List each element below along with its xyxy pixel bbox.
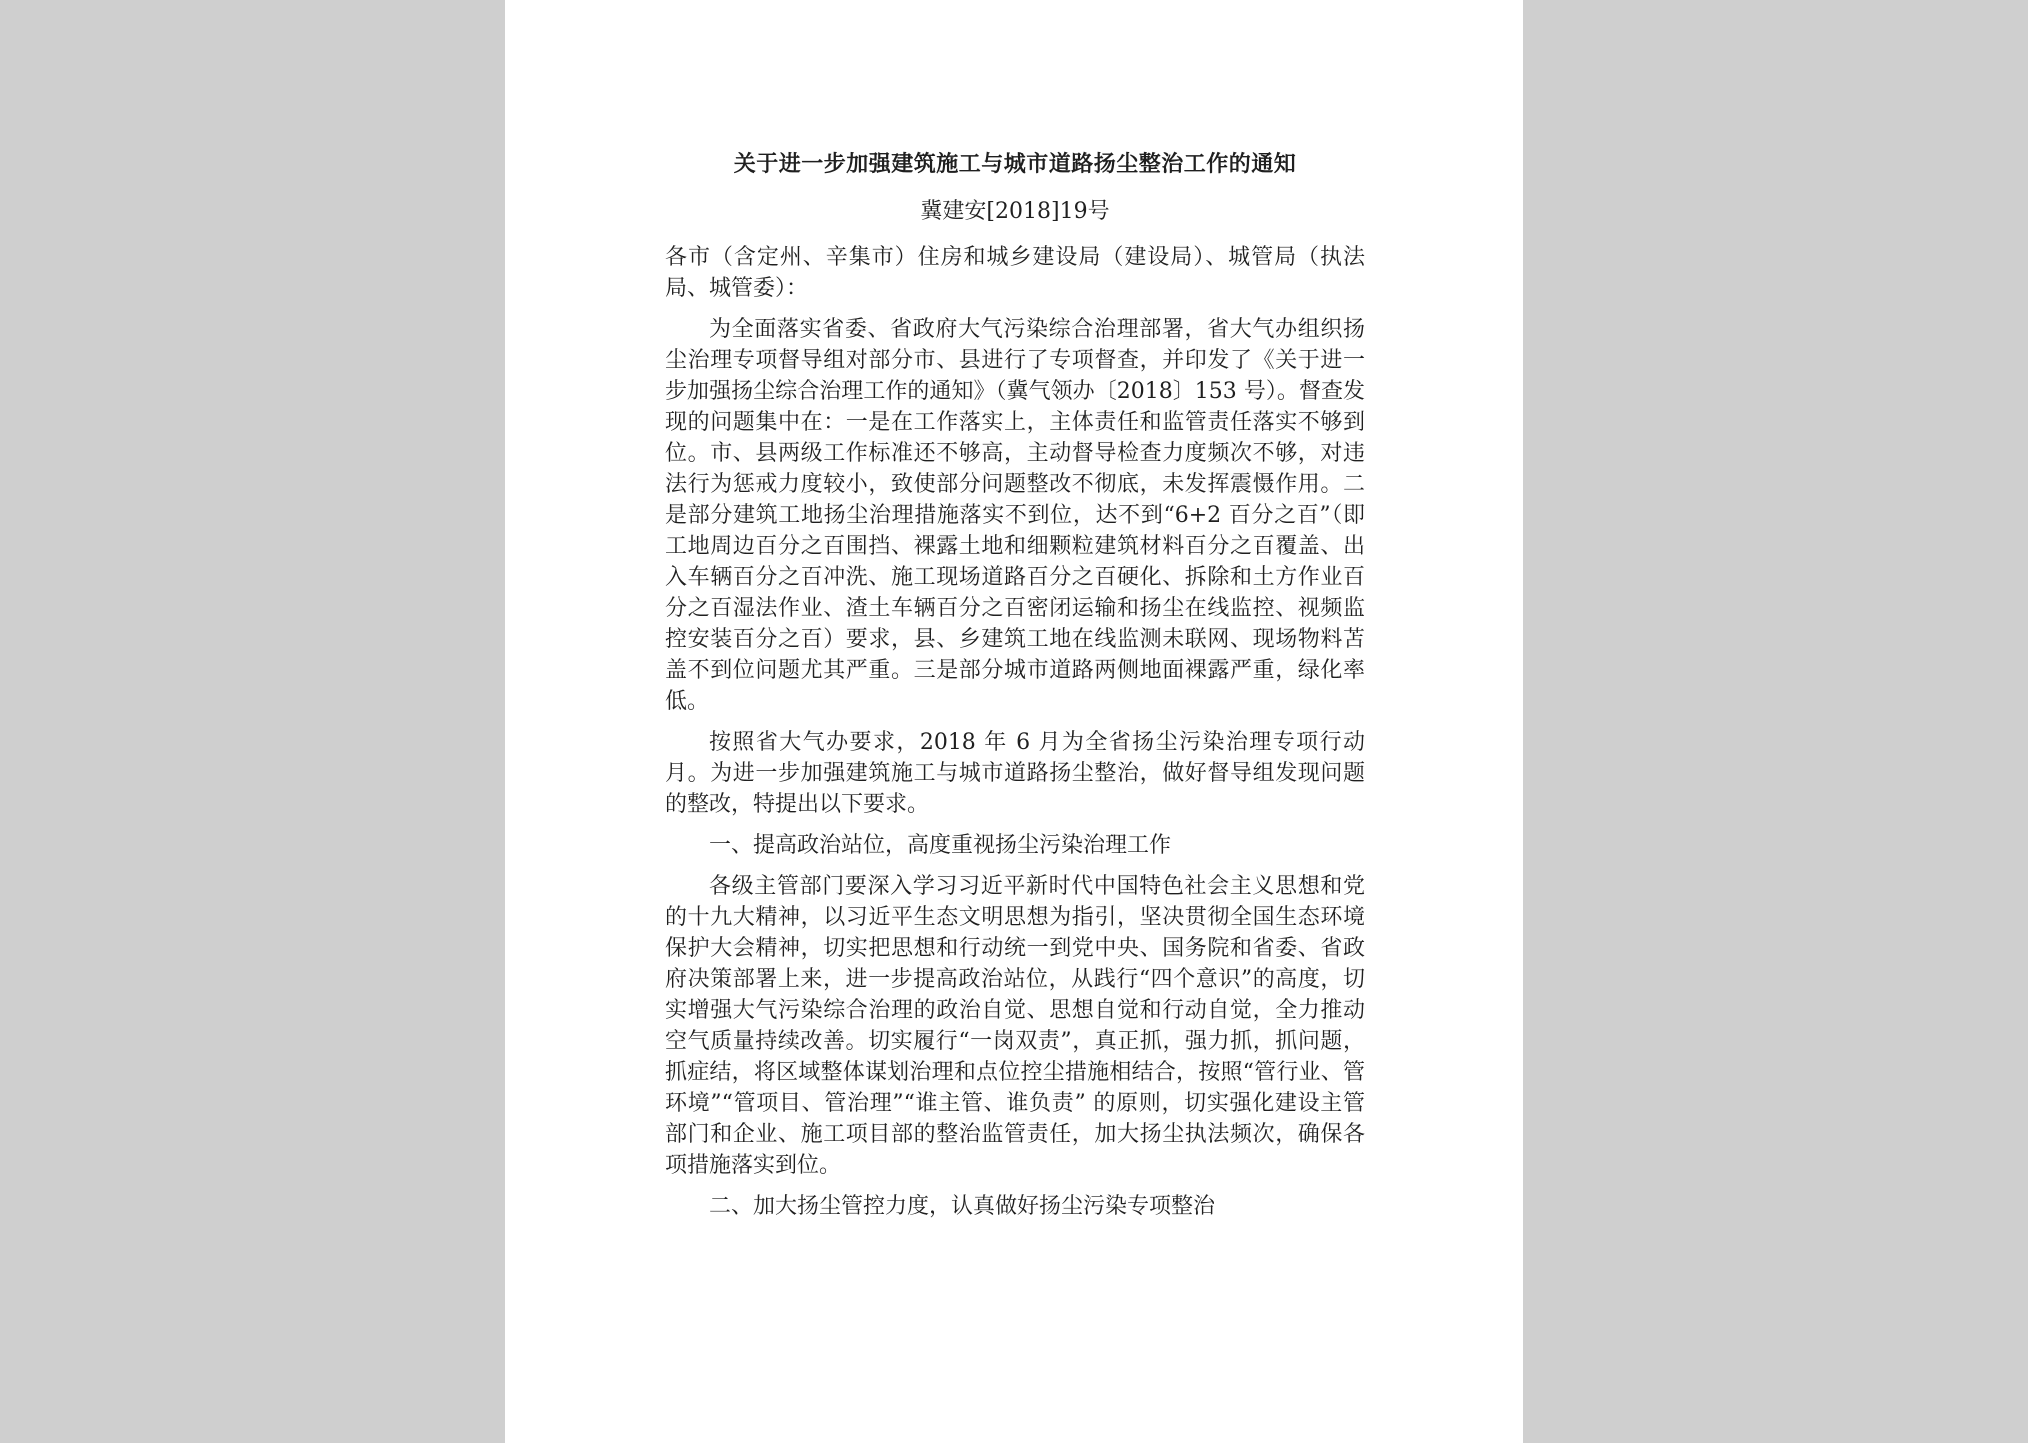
document-number: 冀建安[2018]19号 [920,199,1110,224]
section-heading: 二、加大扬尘管控力度，认真做好扬尘污染专项整治 [709,1194,1216,1219]
paragraph: 按照省大气办要求，2018 年 6 月为全省扬尘污染治理专项行动月。为进一步加强建筑施工与城市道路扬尘整治，做好督导组发现问题的整改，特提出以下要求。 [665,730,1365,817]
document-page [505,0,1523,1443]
addressee: 各市（含定州、辛集市）住房和城乡建设局（建设局）、城管局（执法局、城管委）： [665,245,1365,301]
document-title: 关于进一步加强建筑施工与城市道路扬尘整治工作的通知 [733,152,1297,177]
paragraph: 各级主管部门要深入学习习近平新时代中国特色社会主义思想和党的十九大精神，以习近平生态文明思想为指引，坚决贯彻全国生态环境保护大会精神，切实把思想和行动统一到党中央、国务院和省委、省政府决策部署上来，进一步提高政治站位，从践行“四个意识”的高度，切实增强大气污染综合治理的政治自觉、思想自觉和行动自觉，全力推动空气质量持续改善。切实履行“一岗双责”，真正抓，强力抓，抓问题，抓症结，将区域整体谋划治理和点位控尘措施相结合，按照“管行业、管环境”“管项目、管治理”“谁主管、谁负责” 的原则，切实强化建设主管部门和企业、施工项目部的整治监管责任，加大扬尘执法频次，确保各项措施落实到位。 [665,874,1365,1178]
section-heading: 一、提高政治站位，高度重视扬尘污染治理工作 [709,833,1172,858]
page-content [665,140,1365,1232]
paragraph: 为全面落实省委、省政府大气污染综合治理部署，省大气办组织扬尘治理专项督导组对部分市、县进行了专项督查，并印发了《关于进一步加强扬尘综合治理工作的通知》（冀气领办〔2018〕153 号）。督查发现的问题集中在：一是在工作落实上，主体责任和监管责任落实不够到位。市、县两级工作标准还不够高，主动督导检查力度频次不够，对违法行为惩戒力度较小，致使部分问题整改不彻底，未发挥震慑作用。二是部分建筑工地扬尘治理措施落实不到位，达不到“6+2 百分之百”（即工地周边百分之百围挡、裸露土地和细颗粒建筑材料百分之百覆盖、出入车辆百分之百冲洗、施工现场道路百分之百硬化、拆除和土方作业百分之百湿法作业、渣土车辆百分之百密闭运输和扬尘在线监控、视频监控安装百分之百）要求，县、乡建筑工地在线监测未联网、现场物料苫盖不到位问题尤其严重。三是部分城市道路两侧地面裸露严重，绿化率低。 [665,317,1365,714]
